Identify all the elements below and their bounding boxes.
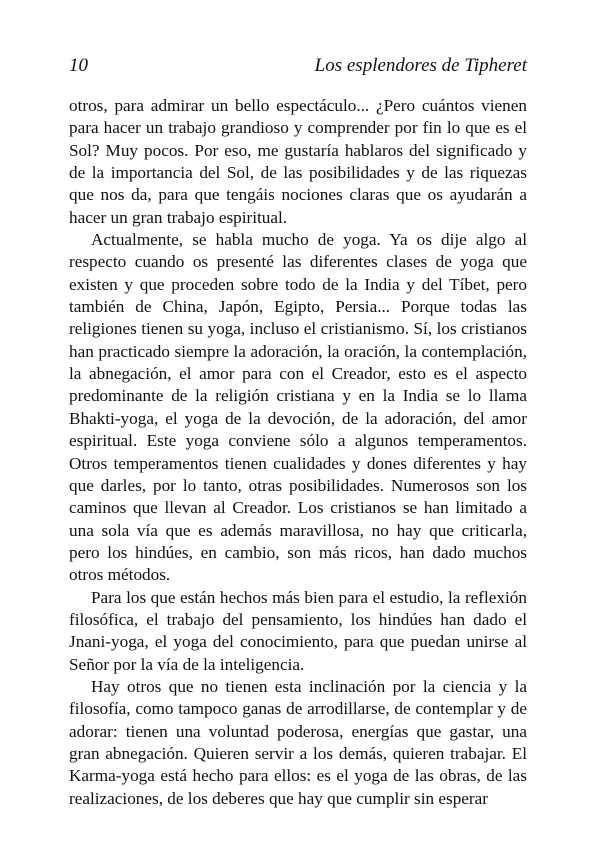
running-header [69,54,527,78]
body-text [69,95,527,810]
paragraph: Actualmente, se habla mucho de yoga. Ya os dije algo al respecto cuando os presenté las diferentes clases de yoga que existen y que proceden sobre todo de la India y del Tíbet, pero también de China, Japón, Egipto, Persia... Porque todas las religiones tienen su yoga, incluso el cristianismo. Sí, los cristianos han practicado siempre la adoración, la oración, la contemplación, la abnegación, el amor para con el Creador, esto es el aspecto predominante de la religión cristiana y en la India se lo llama Bhakti-yoga, el yoga de la devoción, de la adoración, del amor espiritual. Este yoga conviene sólo a algunos temperamentos. Otros temperamentos tienen cualidades y dones diferentes y hay que darles, por lo tanto, otras posibilidades. Numerosos son los caminos que llevan al Creador. Los cristianos se han limitado a una sola vía que es además maravillosa, no hay que criticarla, pero los hindúes, en cambio, son más ricos, han dado muchos otros métodos. [69,230,527,585]
paragraph: Para los que están hechos más bien para el estudio, la reflexión filosófica, el trabajo del pensamiento, los hindúes han dado el Jnani-yoga, el yoga del conocimiento, para que puedan unirse al Señor por la vía de la inteligencia. [69,587,527,674]
book-title: Los esplendores de Tipheret [314,55,527,76]
book-page [69,54,527,810]
paragraph: Hay otros que no tienen esta inclinación por la ciencia y la filosofía, como tampoco ganas de arrodillarse, de contemplar y de adorar: tienen una voluntad poderosa, energías que gastar, una gran abnegación. Quieren servir a los demás, quieren trabajar. El Karma-yoga está hecho para ellos: es el yoga de las obras, de las realizaciones, de los deberes que hay que cumplir sin esperar [69,676,527,808]
page-number: 10 [69,55,88,76]
paragraph: otros, para admirar un bello espectáculo... ¿Pero cuántos vienen para hacer un trabajo grandioso y comprender por fin lo que es el Sol? Muy pocos. Por eso, me gustaría hablaros del significado y de la importancia del Sol, de las posibilidades y de las riquezas que nos da, para que tengáis nociones claras que os ayudarán a hacer un gran trabajo espiritual. [69,96,527,227]
